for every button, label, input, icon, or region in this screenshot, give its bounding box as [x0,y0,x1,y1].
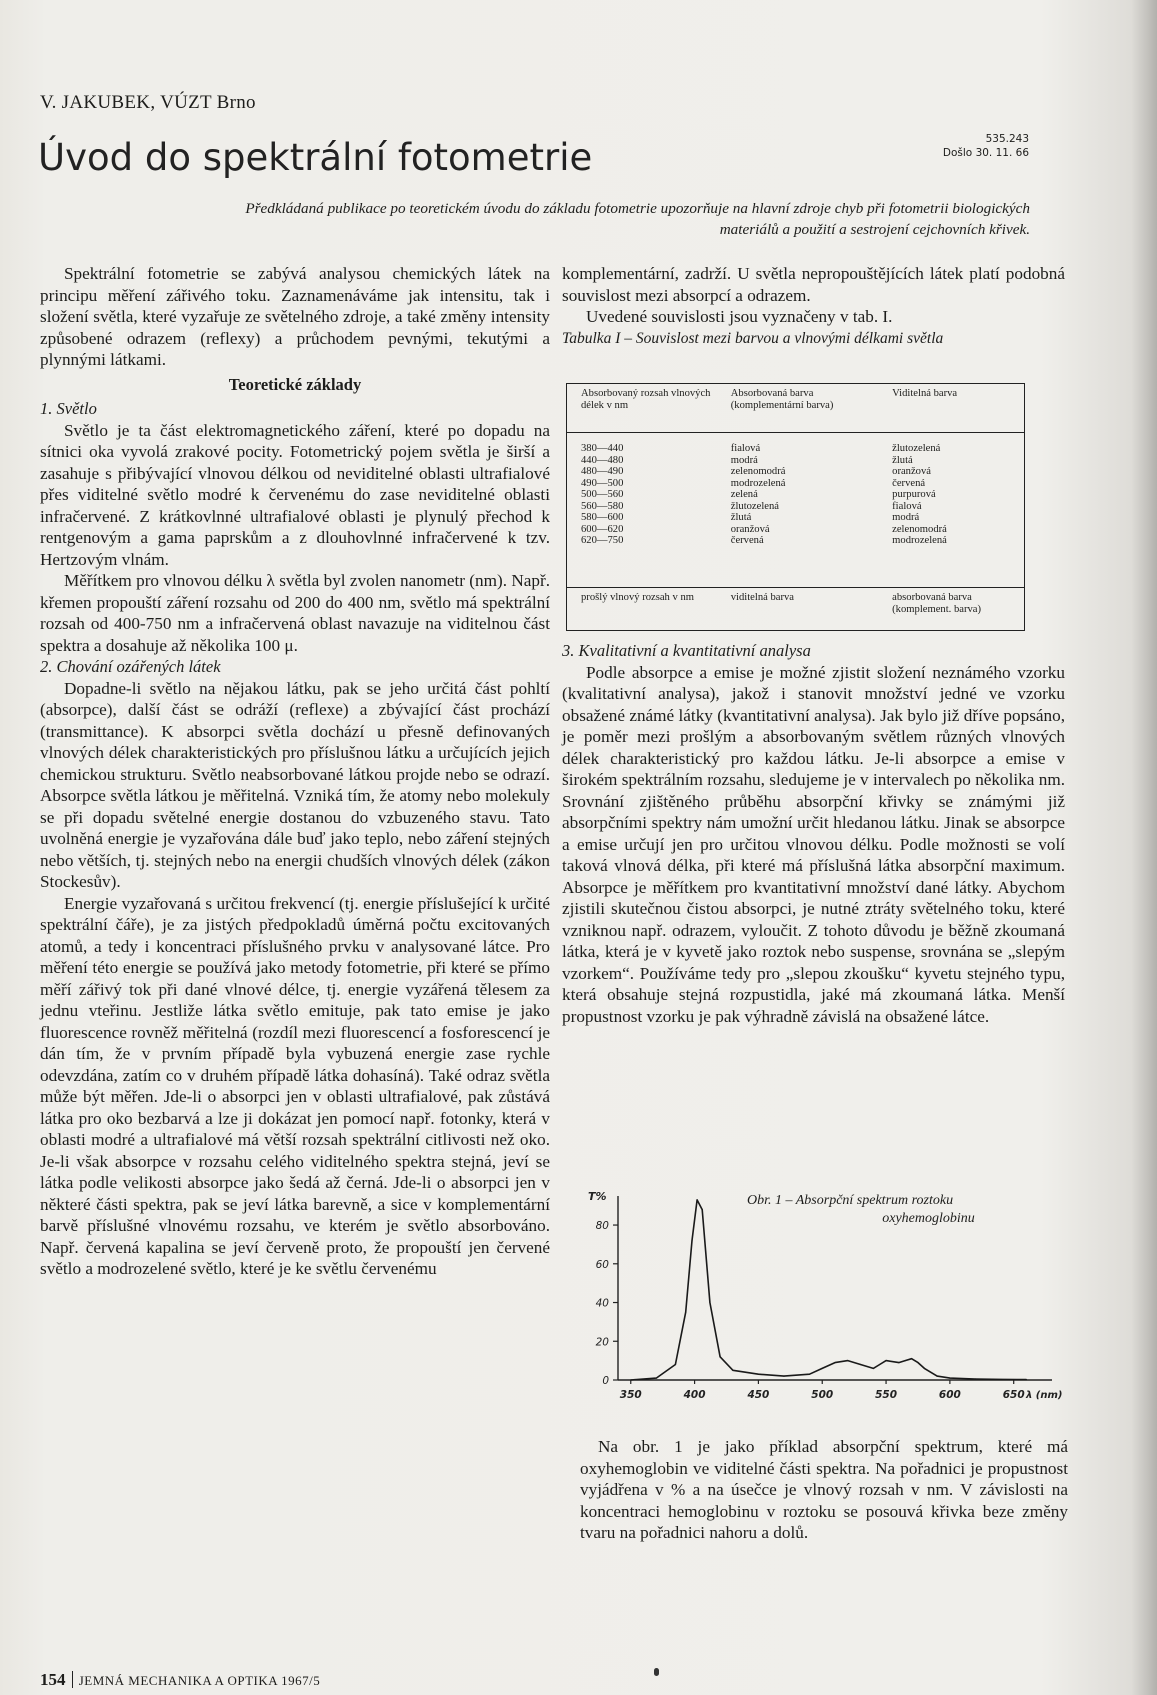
spectrum-point [847,1360,848,1361]
table-footer-cell: absorbovaná barva (komplement. barva) [878,588,1024,631]
table-cell: fialová [892,500,922,512]
spectrum-point [879,1364,880,1365]
x-tick-label: 500 [811,1389,834,1401]
spectrum-point [697,1199,698,1200]
spectrum-point [656,1377,657,1378]
spectrum-point [860,1364,861,1365]
table-cell: modrá [730,454,758,466]
catalog-number: 535.243 [985,133,1029,145]
table-cell: oranžová [730,523,770,535]
spectrum-point [732,1370,733,1371]
page-binding-shadow [1131,0,1157,1695]
spectrum-point [975,1378,976,1379]
table-cell: žlutozelená [892,443,941,454]
spectrum-point [949,1377,950,1378]
table-cell: modrozelená [730,477,786,489]
table-cell: 380—440 [581,443,624,454]
subheading-irradiated: 2. Chování ozářených látek [40,657,221,676]
paragraph-light: Světlo je ta část elektromagnetického záření, které po dopadu na sítnici oka vyvolá zrakové pocity. Fotometrický pojem světla je širší a zasahuje s přibývající vlnovou délkou od neviditelné oblasti ultrafialové přes viditelné světlo modré k červenému do zase neviditelné oblasti infračervené. Z krátkovlnné ultrafialové oblasti je plynulý přechod k rentgenovým a gama paprskům a z dlouhovlnné infračervené k tzv. Hertzovým vlnám. [40,420,550,569]
table-header-cell: Absorbovaná barva (komplementární barva) [717,384,878,433]
table-column-absorbed [717,433,878,588]
x-tick-label: 650 [1002,1389,1025,1401]
table-cell: fialová [730,443,761,454]
section-heading: Teoretické základy [228,374,362,394]
paragraph-absorption: Dopadne-li světlo na nějakou látku, pak se jeho určitá část pohltí (absorpce), další část se odráží (reflexe) a zbývající část prochází (transmittance). K absorpci světla dochází u přesně definovaných vlnových délek charakteristických pro příslušnou látku a určujících jejich chemickou strukturu. Světlo neabsorbované látkou projde nebo se odrazí. Absorpce světla látkou je měřitelná. Vzniká tím, že atomy nebo molekuly se při dopadu světelné energie dostanou do vzbuzeného stavu. Tato uvolněná energie je vyzařována dále buď jako teplo, nebo záření stejných nebo větších, tj. stejných nebo na energii chudších vlnových délek (zákon Stockesův). [40,678,550,891]
table-column-visible [878,433,1024,588]
y-tick-label: 0 [602,1375,609,1387]
table-cell: 440—480 [581,454,624,466]
table-cell: zelenomodrá [892,523,947,535]
spectrum-point [758,1374,759,1375]
table-cell: žlutá [730,512,752,523]
table-cell: modrozelená [892,535,947,546]
x-tick-label: 550 [875,1389,898,1401]
table-header-row [567,384,1025,433]
page-title: Úvod do spektrální fotometrie [38,136,593,179]
paragraph-wavelength: Měřítkem pro vlnovou délku λ světla byl zvolen nanometr (nm). Např. křemen propouští záření rozsahu od 200 do 400 nm, světlo má spektrální rozsah od 400-750 nm a infračervená oblast navazuje na viditelnou část spektra a dosahuje až několika 100 μ. [40,571,550,655]
table-cell: 500—560 [581,489,624,500]
spectrum-point [691,1240,692,1241]
table-footer-cell: prošlý vlnový rozsah v nm [567,588,717,631]
spectrum-point [873,1368,874,1369]
subheading-light: 1. Světlo [40,399,97,418]
table-caption: Tabulka I – Souvislost mezi barvou a vlnovými délkami světla [562,329,944,347]
table-cell: žlutá [892,454,913,466]
spectrum-point [702,1209,703,1210]
x-axis-label: λ (nm) [1026,1390,1063,1401]
subheading-analysis: 3. Kvalitativní a kvantitativní analysa [562,641,811,660]
table-column-range [567,433,717,588]
abstract: Předkládaná publikace po teoretickém úvodu do základu fotometrie upozorňuje na hlavní zdroje chyb při fotometrii biologických materiálů a použití a sestrojení cejchovních křivek. [245,200,1030,238]
spectrum-point [685,1312,686,1313]
figure-caption-line2: oxyhemoglobinu [882,1211,975,1226]
paragraph-figure: Na obr. 1 je jako příklad absorpční spektrum, které má oxyhemoglobin ve viditelné části spektra. Na pořadnici je propustnost vyjádřena v % a na úsečce je vlnový rozsah v nm. V závislosti na koncentraci hemoglobinu v roztoku se posouvá křivka beze změny tvaru na pořadnici nahoru a dolů. [580,1437,1068,1542]
spectrum-point [709,1302,710,1303]
page-mark [654,1668,659,1676]
x-tick-label: 600 [938,1389,961,1401]
right-column-lower [562,640,1065,1027]
table-cell: 600—620 [581,523,624,535]
table-cell: zelená [730,489,758,500]
spectrum-point [783,1376,784,1377]
table-cell: 580—600 [581,512,624,523]
table-cell: oranžová [892,466,931,477]
spectrum-point [885,1360,886,1361]
figure-caption [747,1192,1070,1228]
page-number: 154 [40,1670,66,1689]
spectrum-point [834,1362,835,1363]
table-cell: 620—750 [581,535,624,546]
journal-name: JEMNÁ MECHANIKA A OPTIKA 1967/5 [78,1673,321,1688]
figure-description [580,1436,1068,1544]
intro-paragraph: Spektrální fotometrie se zabývá analysou chemických látek na principu měření zářivého toku. Zaznamenáváme jak intensitu, tak i složení světla, které vyzařuje ze světelného zdroje, a také změny intensity způsobené odrazem (reflexy) a průchodem pevnými, tekutými a plynnými látkami. [40,264,550,369]
spectrum-point [675,1364,676,1365]
table-cell: 490—500 [581,477,624,489]
table-cell: zelenomodrá [730,466,786,477]
spectrum-point [937,1376,938,1377]
spectrum-point [720,1356,721,1357]
table-footer-row [567,588,1025,631]
paragraph-analysis: Podle absorpce a emise je možné zjistit složení neznámého vzorku (kvalitativní analysa), jakož i stanovit množství jedné ve vzorku obsažené známé látky (kvantitativní analysa). Jak bylo již dříve popsáno, je poměr mezi prošlým a absorbovaným světlem různých vlnových délek charakteristický pro každou látku. Je-li absorpce a emise v širokém spektrálním rozsahu, sledujeme je v intervalech po několika nm. Srovnání zjištěného průběhu absorpční křivky se známými již absorpčními spektry nám umožní určit hledanou látku. Jinak se absorpce a emise určují jen pro určitou vlnovou délku. Podle možnosti se volí taková vlnová délka, při které má příslušná látka absorpční maximum. Absorpce je měřítkem pro kvantitativní množství dané látky. Abychom zjistili skutečnou čistou absorpci, je nutné ztráty světelného toku, které vzniknou např. odrazem, vyloučit. Z tohoto důvodu je běžně zkoumaná látka, která je v kyvetě jako roztok nebo suspense, srovnána se „slepým vzorkem“. Používáme tedy pro „slepou zkoušku“ kyvetu stejného typu, která obsahuje stejná rozpustidla, jaké má zkoumaná látka. Menší propustnost vzorku je pak výhradně závislá na obsažené látce. [562,662,1065,1026]
table-header-cell: Viditelná barva [878,384,1024,433]
x-tick-label: 400 [683,1389,706,1401]
spectrum-point [809,1374,810,1375]
y-tick-label: 40 [595,1297,609,1310]
y-tick-label: 80 [595,1220,609,1233]
page-footer [40,1670,320,1690]
paragraph-table-ref: Uvedené souvislosti jsou vyznačeny v tab. I. [586,307,893,326]
spectrum-point [905,1360,906,1361]
x-tick-label: 450 [747,1389,770,1401]
spectrum-point [917,1362,918,1363]
table-cell: 480—490 [581,466,624,477]
color-wavelength-table [566,383,1025,631]
y-axis-label: T% [588,1190,607,1203]
spectrum-point [898,1362,899,1363]
table-header-cell: Absorbovaný rozsah vlnových délek v nm [567,384,717,433]
received-date: Došlo 30. 11. 66 [942,147,1029,159]
catalog-info [943,132,1029,160]
table-footer-cell: viditelná barva [717,588,878,631]
y-tick-label: 20 [595,1336,609,1349]
paragraph-energy: Energie vyzařovaná s určitou frekvencí (tj. energie příslušející k určité spektrální čáře), je za jistých předpokladů úměrná počtu excitovaných atomů, a tedy i koncentraci příslušného prvku v analysované látce. Pro měření této energie se používá jako metody fotometrie, při které se přímo měří zářivý tok při dané vlnové délce, tj. energie vyzářená tělesem za jednu vteřinu. Jestliže látka světlo emituje, pak tato emise je jako fluorescence rovněž měřitelná (rozdíl mezi fluorescencí a fosforescencí je dán tím, že v prvním případě byla vybuzená energie zase rychle odevzdána, zatím co v druhém případě látka dohasíná). Také odraz světla může být měřen. Jde-li o absorpci jen v oblasti ultrafialové, pak zůstává látka pro oko bezbarvá a lze ji dokázat jen pomocí např. fotonky, která v oblasti modré a ultrafialové má větší rozsah spektrální citlivosti než oko. Je-li však absorpce v rozsahu celého viditelného spektra stejná, jeví se látka podle velikosti absorpce jako šedá až černá. Jde-li o absorpci jen v některé části spektra, pak se jeví látka barevně, a sice v komplementární barvě příslušné vlnovému rozsahu, ve kterém je světlo absorbováno. Např. červená kapalina se jeví červeně proto, že propouští jen červené světlo a modrozelené světlo, které je ke světlu červenému [40,893,550,1278]
spectrum-point [911,1358,912,1359]
table-cell: žlutozelená [730,500,779,512]
spectrum-point [1026,1379,1027,1380]
table-cell: purpurová [892,489,936,500]
table-body-row [567,433,1025,588]
y-tick-label: 60 [595,1258,609,1271]
spectrum-point [630,1379,631,1380]
spectrum-point [822,1368,823,1369]
left-column [40,263,550,1280]
spectrum-point [924,1368,925,1369]
table-cell: červená [892,477,926,489]
paragraph-complementary: komplementární, zadrží. U světla nepropouštějících látek platí podobná souvislost mezi absorpcí a odrazem. [562,264,1065,305]
right-column [562,263,1065,349]
figure-caption-line1: Obr. 1 – Absorpční spektrum roztoku [747,1193,954,1208]
table-cell: 560—580 [581,500,624,512]
table-cell: modrá [892,512,920,523]
authors: V. JAKUBEK, VÚZT Brno [40,92,256,113]
table-cell: červená [730,535,764,546]
x-tick-label: 350 [619,1389,642,1401]
spectrum-point [1000,1379,1001,1380]
footer-divider [72,1671,73,1688]
